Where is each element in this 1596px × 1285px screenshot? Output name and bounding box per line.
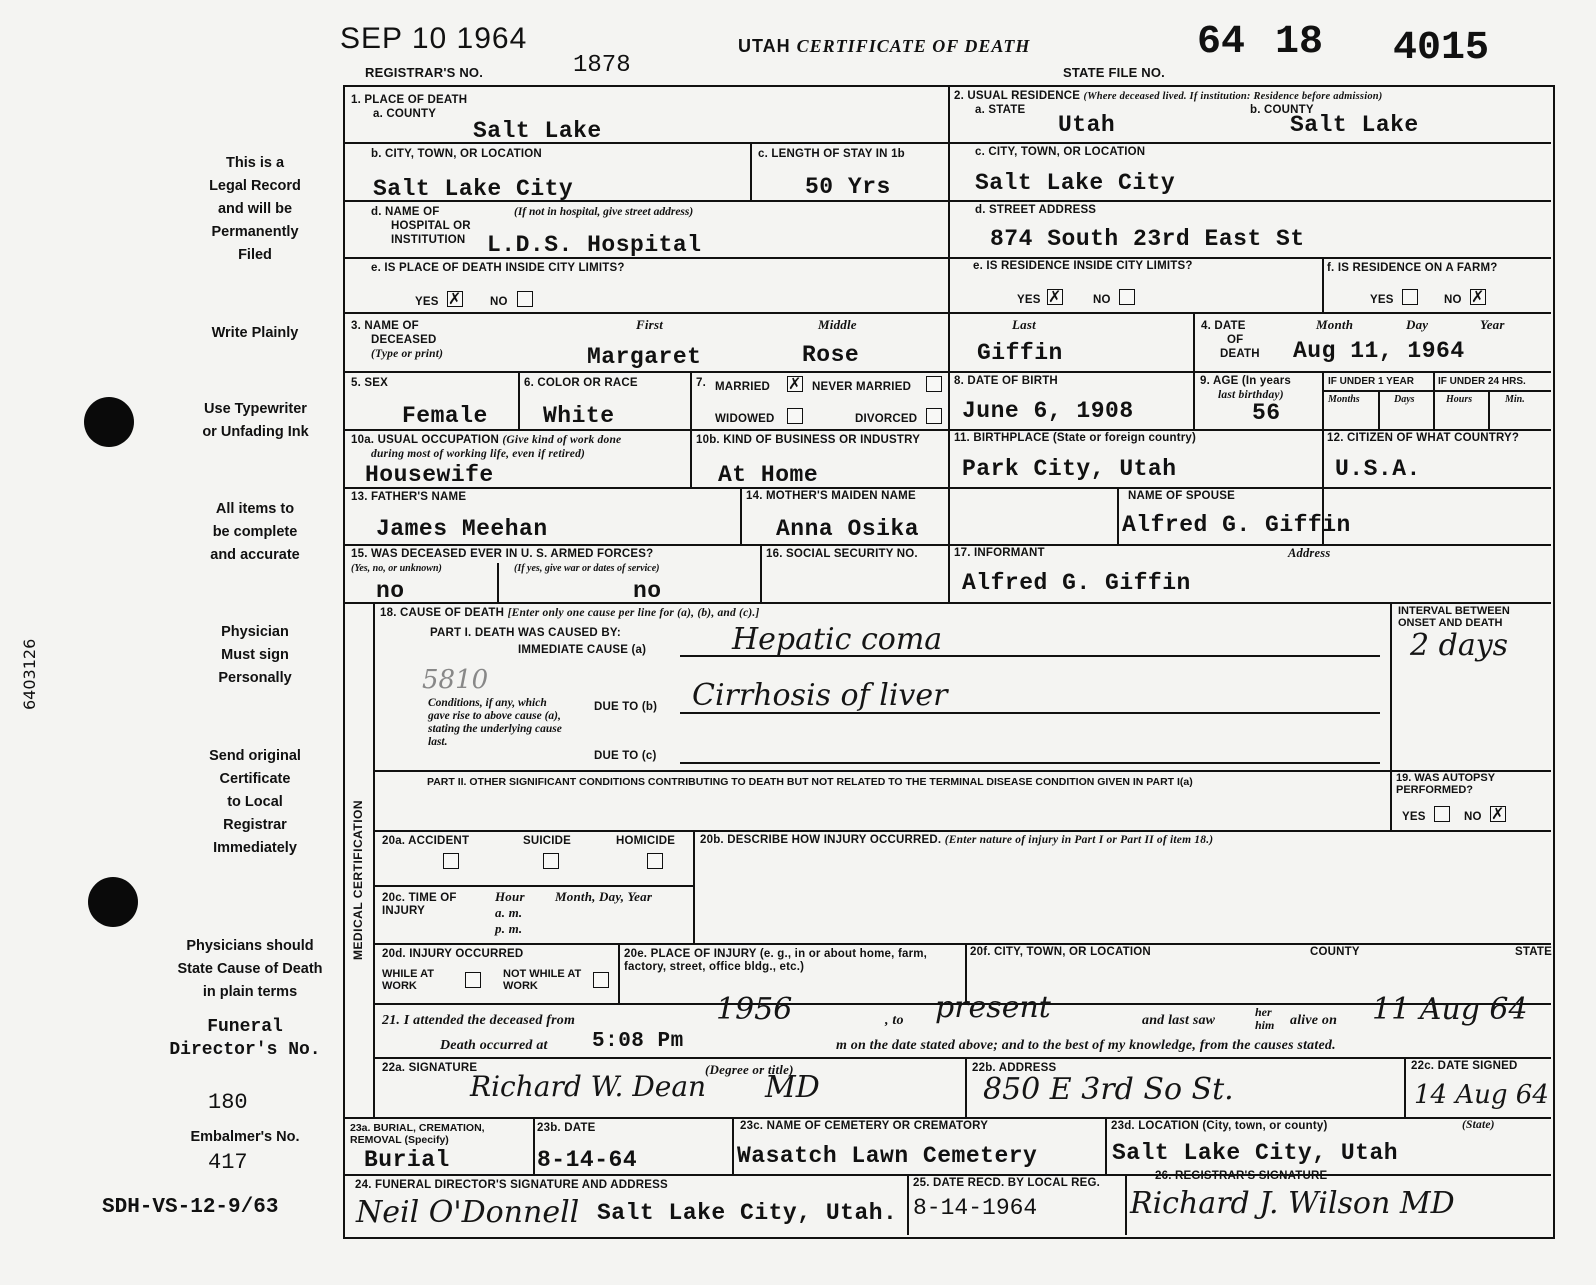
cause-label: 18. CAUSE OF DEATH [Enter only one cause per line for (a), (b), and (c).] bbox=[380, 607, 760, 619]
her-label: her bbox=[1255, 1005, 1272, 1019]
burial-date: 8-14-64 bbox=[537, 1147, 638, 1173]
date-recd-label: 25. DATE RECD. BY LOCAL REG. bbox=[913, 1177, 1101, 1189]
farm-no-label: NO bbox=[1444, 294, 1462, 306]
while-at-work-checkbox[interactable] bbox=[465, 972, 481, 988]
dob-label: 8. DATE OF BIRTH bbox=[954, 375, 1058, 387]
name-label-2: DECEASED bbox=[371, 334, 437, 346]
business-value: At Home bbox=[718, 462, 819, 488]
suicide-checkbox[interactable] bbox=[543, 853, 559, 869]
place-injury-label: 20e. PLACE OF INJURY (e. g., in or about home, farm, factory, street, office bldg., etc.) bbox=[624, 948, 928, 973]
sex-value: Female bbox=[402, 403, 488, 429]
alive-on-label: alive on bbox=[1290, 1013, 1338, 1028]
homicide-checkbox[interactable] bbox=[647, 853, 663, 869]
pod-inside-city-label: e. IS PLACE OF DEATH INSIDE CITY LIMITS? bbox=[371, 262, 625, 274]
cemetery-label: 23c. NAME OF CEMETERY OR CREMATORY bbox=[740, 1120, 989, 1132]
mother-value: Anna Osika bbox=[776, 516, 920, 542]
armed-note-2: (If yes, give war or dates of service) bbox=[514, 563, 660, 574]
citizen-value: U.S.A. bbox=[1335, 456, 1421, 482]
armed-label: 15. WAS DECEASED EVER IN U. S. ARMED FORCES? bbox=[351, 548, 654, 560]
birthplace-label: 11. BIRTHPLACE (State or foreign country) bbox=[954, 432, 1197, 444]
to-label: , to bbox=[885, 1013, 904, 1028]
immediate-label: IMMEDIATE CAUSE (a) bbox=[518, 644, 647, 656]
date-signed: 14 Aug 64 bbox=[1414, 1080, 1549, 1110]
middle-label: Middle bbox=[818, 317, 857, 332]
stay-value: 50 Yrs bbox=[805, 174, 891, 200]
res-yes-checkbox[interactable]: ✗ bbox=[1048, 287, 1062, 306]
usual-residence-label: 2. USUAL RESIDENCE (Where deceased lived. If institution: Residence before admission) bbox=[954, 90, 1383, 102]
physician-address: 850 E 3rd So St. bbox=[983, 1072, 1234, 1107]
sex-label: 5. SEX bbox=[351, 377, 388, 389]
pod-no-checkbox[interactable] bbox=[517, 291, 533, 307]
mdy-label: Month, Day, Year bbox=[555, 889, 653, 904]
hospital-note: (If not in hospital, give street address) bbox=[514, 206, 694, 218]
pod-yes-checkbox[interactable]: ✗ bbox=[448, 289, 462, 308]
pod-county: Salt Lake bbox=[473, 118, 602, 144]
autopsy-yes-label: YES bbox=[1402, 811, 1426, 823]
month-label: Month bbox=[1316, 317, 1354, 332]
send-original-note: Send original Certificate to Local Registrar Immediately bbox=[209, 748, 301, 856]
divorced-label: DIVORCED bbox=[855, 413, 918, 425]
married-checkbox[interactable]: ✗ bbox=[788, 374, 802, 393]
occurred-at-label: Death occurred at bbox=[440, 1038, 548, 1053]
armed-note-1: (Yes, no, or unknown) bbox=[351, 563, 442, 574]
statement-text: m on the date stated above; and to the best of my knowledge, from the causes stated. bbox=[836, 1038, 1336, 1053]
injury-county-label: COUNTY bbox=[1310, 946, 1360, 958]
res-state: Utah bbox=[1058, 112, 1116, 138]
legal-record-note: This is a Legal Record and will be Permanently Filed bbox=[209, 155, 301, 263]
registrar-no: 1878 bbox=[573, 52, 631, 79]
write-plainly-note: Write Plainly bbox=[211, 325, 299, 341]
attended-to: present bbox=[935, 990, 1051, 1025]
homicide-label: HOMICIDE bbox=[616, 835, 676, 847]
place-of-death-label: 1. PLACE OF DEATH bbox=[351, 94, 468, 106]
name-label-1: 3. NAME OF bbox=[351, 320, 419, 332]
due-c-label: DUE TO (c) bbox=[594, 750, 657, 762]
dod-label-3: DEATH bbox=[1220, 348, 1260, 360]
file-number: 4015 bbox=[1393, 26, 1490, 71]
embalmer-no: 417 bbox=[208, 1150, 248, 1175]
conditions-note: Conditions, if any, which gave rise to above cause (a), stating the underlying cause last. bbox=[428, 697, 562, 748]
under-1yr-label: IF UNDER 1 YEAR bbox=[1328, 376, 1414, 387]
cemetery-value: Wasatch Lawn Cemetery bbox=[737, 1143, 1038, 1169]
accident-label: 20a. ACCIDENT bbox=[382, 835, 470, 847]
time-injury-label: 20c. TIME OF INJURY bbox=[382, 892, 457, 917]
ssn-label: 16. SOCIAL SECURITY NO. bbox=[766, 548, 918, 560]
am-label: a. m. bbox=[495, 905, 523, 920]
armed-dates-value: no bbox=[633, 578, 662, 604]
not-while-checkbox[interactable] bbox=[593, 972, 609, 988]
physician-degree: MD bbox=[765, 1070, 820, 1105]
hour-label: Hour bbox=[495, 889, 525, 904]
autopsy-yes-checkbox[interactable] bbox=[1434, 806, 1450, 822]
icd-code: 5810 bbox=[422, 665, 489, 695]
dob-value: June 6, 1908 bbox=[962, 398, 1134, 424]
not-while-label: NOT WHILE AT WORK bbox=[503, 968, 582, 992]
res-yes-label: YES bbox=[1017, 294, 1041, 306]
name-label-3: (Type or print) bbox=[371, 348, 444, 360]
days-label: Days bbox=[1394, 394, 1415, 405]
occupation-note: during most of working life, even if retired) bbox=[371, 448, 586, 460]
autopsy-no-checkbox[interactable]: ✗ bbox=[1491, 804, 1505, 823]
funeral-director-address: Salt Lake City, Utah. bbox=[597, 1200, 898, 1226]
funeral-director-no: 180 bbox=[208, 1090, 248, 1115]
burial-label: 23a. BURIAL, CREMATION, REMOVAL (Specify) bbox=[350, 1122, 485, 1146]
physician-address-label: 22b. ADDRESS bbox=[972, 1062, 1057, 1074]
res-street-label: d. STREET ADDRESS bbox=[975, 204, 1097, 216]
accident-checkbox[interactable] bbox=[443, 853, 459, 869]
state-file-no-label: STATE FILE NO. bbox=[1063, 65, 1165, 80]
res-county: Salt Lake bbox=[1290, 112, 1419, 138]
age-label-1: 9. AGE (In years bbox=[1200, 375, 1291, 387]
year-label: Year bbox=[1480, 317, 1505, 332]
attended-text: 21. I attended the deceased from bbox=[382, 1013, 576, 1028]
citizen-label: 12. CITIZEN OF WHAT COUNTRY? bbox=[1327, 432, 1520, 444]
burial-state-note: (State) bbox=[1462, 1119, 1495, 1131]
informant-value: Alfred G. Giffin bbox=[962, 570, 1191, 596]
him-label: him bbox=[1255, 1018, 1275, 1032]
date-recd-value: 8-14-1964 bbox=[913, 1195, 1038, 1221]
informant-address-label: Address bbox=[1288, 546, 1331, 560]
father-value: James Meehan bbox=[376, 516, 548, 542]
under-24-label: IF UNDER 24 HRS. bbox=[1438, 376, 1526, 387]
occupation-label: 10a. USUAL OCCUPATION (Give kind of work done bbox=[351, 434, 622, 446]
date-signed-label: 22c. DATE SIGNED bbox=[1411, 1060, 1518, 1072]
res-no-checkbox[interactable] bbox=[1119, 289, 1135, 305]
burial-value: Burial bbox=[364, 1147, 450, 1173]
hours-label: Hours bbox=[1446, 394, 1473, 405]
stay-label: c. LENGTH OF STAY IN 1b bbox=[758, 148, 905, 160]
title-prefix: UTAH bbox=[738, 36, 791, 56]
autopsy-no-label: NO bbox=[1464, 811, 1482, 823]
race-label: 6. COLOR OR RACE bbox=[524, 377, 638, 389]
embalmer-no-label: Embalmer's No. bbox=[190, 1129, 300, 1145]
widowed-label: WIDOWED bbox=[715, 413, 775, 425]
first-name: Margaret bbox=[587, 344, 702, 370]
physician-signature[interactable]: Richard W. Dean bbox=[470, 1070, 707, 1103]
funeral-director-sig-label: 24. FUNERAL DIRECTOR'S SIGNATURE AND ADDRESS bbox=[355, 1179, 668, 1191]
res-county-label: b. COUNTY bbox=[1250, 104, 1314, 116]
married-label: MARRIED bbox=[715, 381, 771, 393]
never-married-checkbox[interactable] bbox=[926, 376, 942, 392]
punch-hole-bottom bbox=[88, 877, 138, 927]
hospital-label-3: INSTITUTION bbox=[391, 234, 466, 246]
pm-label: p. m. bbox=[495, 921, 523, 936]
funeral-director-signature[interactable]: Neil O'Donnell bbox=[356, 1195, 580, 1230]
attended-from: 1956 bbox=[716, 992, 793, 1027]
res-city-label: c. CITY, TOWN, OR LOCATION bbox=[975, 146, 1146, 158]
farm-yes-checkbox[interactable] bbox=[1402, 289, 1418, 305]
injury-desc-label: 20b. DESCRIBE HOW INJURY OCCURRED. (Enter nature of injury in Part I or Part II of item 18.) bbox=[700, 834, 1214, 846]
business-label: 10b. KIND OF BUSINESS OR INDUSTRY bbox=[696, 434, 921, 446]
physician-sign-note: Physician Must sign Personally bbox=[218, 624, 292, 686]
mother-label: 14. MOTHER'S MAIDEN NAME bbox=[746, 490, 916, 502]
form-id: SDH-VS-12-9/63 bbox=[102, 1196, 279, 1219]
spouse-label: NAME OF SPOUSE bbox=[1128, 490, 1235, 502]
due-b-cause: Cirrhosis of liver bbox=[692, 678, 948, 713]
widowed-checkbox[interactable] bbox=[787, 408, 803, 424]
due-b-label: DUE TO (b) bbox=[594, 701, 658, 713]
res-city: Salt Lake City bbox=[975, 170, 1176, 196]
middle-name: Rose bbox=[802, 342, 860, 368]
armed-value: no bbox=[376, 578, 405, 604]
res-no-label: NO bbox=[1093, 294, 1111, 306]
complete-note: All items to be complete and accurate bbox=[210, 501, 300, 563]
marital-label: 7. bbox=[696, 377, 706, 389]
pod-county-label: a. COUNTY bbox=[373, 108, 437, 120]
divorced-checkbox[interactable] bbox=[926, 408, 942, 424]
degree-label: (Degree or title) bbox=[705, 1062, 794, 1077]
last-name: Giffin bbox=[977, 340, 1063, 366]
res-street: 874 South 23rd East St bbox=[990, 226, 1305, 252]
pod-city-label: b. CITY, TOWN, OR LOCATION bbox=[371, 148, 542, 160]
location-injury-label: 20f. CITY, TOWN, OR LOCATION bbox=[970, 946, 1151, 958]
dod-label-2: OF bbox=[1227, 334, 1244, 346]
last-label: Last bbox=[1012, 317, 1036, 332]
day-label: Day bbox=[1406, 317, 1429, 332]
hospital-name: L.D.S. Hospital bbox=[487, 232, 702, 258]
burial-location-label: 23d. LOCATION (City, town, or county) bbox=[1111, 1120, 1328, 1132]
farm-label: f. IS RESIDENCE ON A FARM? bbox=[1327, 262, 1498, 274]
father-label: 13. FATHER'S NAME bbox=[351, 491, 467, 503]
hospital-label-2: HOSPITAL OR bbox=[391, 220, 471, 232]
dod-label-1: 4. DATE bbox=[1201, 320, 1246, 332]
months-label: Months bbox=[1328, 394, 1360, 405]
funeral-director-no-label: Funeral Director's No. bbox=[169, 1017, 321, 1060]
first-label: First bbox=[636, 317, 664, 332]
title-main: CERTIFICATE OF DEATH bbox=[796, 36, 1031, 56]
registrar-signature[interactable]: Richard J. Wilson MD bbox=[1130, 1186, 1455, 1221]
res-state-label: a. STATE bbox=[975, 104, 1026, 116]
punch-hole-top bbox=[84, 397, 134, 447]
never-married-label: NEVER MARRIED bbox=[812, 381, 912, 393]
while-at-work-label: WHILE AT WORK bbox=[382, 968, 434, 992]
pod-city: Salt Lake City bbox=[373, 176, 574, 202]
pod-no-label: NO bbox=[490, 296, 508, 308]
time-of-death: 5:08 Pm bbox=[592, 1030, 684, 1053]
part1-label: PART I. DEATH WAS CAUSED BY: bbox=[430, 627, 621, 639]
signature-label: 22a. SIGNATURE bbox=[382, 1062, 478, 1074]
spouse-value: Alfred G. Giffin bbox=[1122, 512, 1351, 538]
physicians-state-note: Physicians should State Cause of Death in plain terms bbox=[177, 938, 323, 1000]
res-inside-city-label: e. IS RESIDENCE INSIDE CITY LIMITS? bbox=[973, 260, 1193, 272]
registrar-no-label: REGISTRAR'S NO. bbox=[365, 65, 484, 80]
interval-value: 2 days bbox=[1410, 628, 1509, 663]
autopsy-label: 19. WAS AUTOPSY PERFORMED? bbox=[1396, 772, 1495, 796]
injury-occurred-label: 20d. INJURY OCCURRED bbox=[382, 948, 524, 960]
stamp-date: SEP 10 1964 bbox=[340, 22, 528, 55]
interval-label: INTERVAL BETWEEN ONSET AND DEATH bbox=[1398, 605, 1510, 629]
part2-label: PART II. OTHER SIGNIFICANT CONDITIONS CONTRIBUTING TO DEATH BUT NOT RELATED TO THE TERMINAL DISEASE CONDITION GIVEN IN PART I(a) bbox=[427, 776, 1193, 788]
min-label: Min. bbox=[1505, 394, 1525, 405]
hospital-label-1: d. NAME OF bbox=[371, 206, 440, 218]
race-value: White bbox=[543, 403, 615, 429]
birthplace-value: Park City, Utah bbox=[962, 456, 1177, 482]
farm-no-checkbox[interactable]: ✗ bbox=[1471, 287, 1485, 306]
pod-yes-label: YES bbox=[415, 296, 439, 308]
date-of-death: Aug 11, 1964 bbox=[1293, 338, 1465, 364]
burial-location: Salt Lake City, Utah bbox=[1112, 1140, 1399, 1166]
file-year: 64 bbox=[1197, 20, 1246, 65]
farm-yes-label: YES bbox=[1370, 294, 1394, 306]
informant-label: 17. INFORMANT bbox=[954, 547, 1045, 559]
alive-date: 11 Aug 64 bbox=[1372, 992, 1528, 1027]
age-label-2: last birthday) bbox=[1218, 389, 1284, 401]
suicide-label: SUICIDE bbox=[523, 835, 572, 847]
occupation-value: Housewife bbox=[365, 462, 494, 488]
injury-state-label: STATE bbox=[1515, 946, 1552, 958]
age-value: 56 bbox=[1252, 400, 1281, 426]
file-mid: 18 bbox=[1275, 20, 1324, 65]
certificate-title bbox=[738, 36, 1030, 57]
immediate-cause: Hepatic coma bbox=[732, 622, 943, 657]
last-saw-label: and last saw bbox=[1142, 1013, 1216, 1028]
registrar-sig-label: 26. REGISTRAR'S SIGNATURE bbox=[1155, 1170, 1328, 1182]
typewriter-note: Use Typewriter or Unfading Ink bbox=[202, 401, 309, 440]
burial-date-label: 23b. DATE bbox=[537, 1122, 596, 1134]
